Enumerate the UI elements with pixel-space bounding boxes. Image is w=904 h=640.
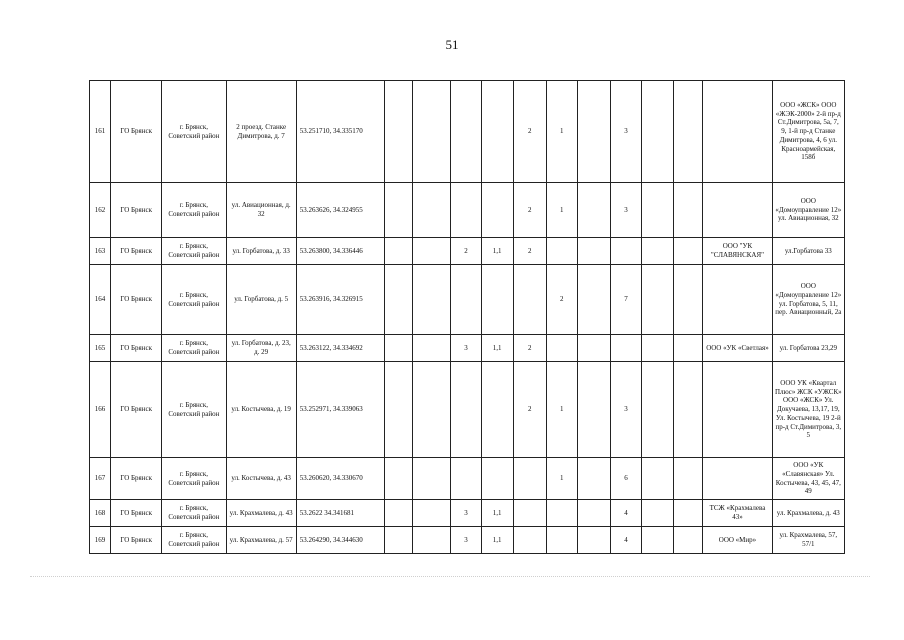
coordinates-cell: 53.260620, 34.330670 bbox=[296, 458, 384, 500]
value-cell-8: 3 bbox=[610, 362, 641, 458]
value-cell-1 bbox=[385, 265, 413, 335]
value-cell-7 bbox=[577, 527, 610, 554]
value-cell-6: 1 bbox=[546, 362, 577, 458]
value-cell-3: 3 bbox=[451, 527, 481, 554]
value-cell-6: 1 bbox=[546, 458, 577, 500]
management-cell: ул. Крахмалева, д. 43 bbox=[772, 500, 844, 527]
value-cell-5: 2 bbox=[513, 183, 546, 238]
district-cell: г. Брянск, Советский район bbox=[162, 362, 226, 458]
value-cell-4 bbox=[481, 265, 513, 335]
value-cell-2 bbox=[413, 183, 451, 238]
value-cell-9 bbox=[642, 335, 674, 362]
management-cell: ООО УК «Квартал Плюс» ЖСК «УЖСК» ООО «ЖСК» Ул. Докучаева, 13,17, 19, Ул. Костычева, 19 2-й пр-д Ст.Димитрова, 3, 5 bbox=[772, 362, 844, 458]
address-cell: ул. Костычева, д. 19 bbox=[226, 362, 296, 458]
value-cell-2 bbox=[413, 335, 451, 362]
value-cell-1 bbox=[385, 81, 413, 183]
row-number: 164 bbox=[90, 265, 111, 335]
management-cell: ООО «ЖСК» ООО «ЖЭК-2000» 2-й пр-д Ст.Димитрова, 5а, 7, 9, 1-й пр-д Станке Димитрова, 4, 6 ул. Красноармейская, 158б bbox=[772, 81, 844, 183]
value-cell-9 bbox=[642, 81, 674, 183]
value-cell-3 bbox=[451, 81, 481, 183]
value-cell-8: 7 bbox=[610, 265, 641, 335]
value-cell-10 bbox=[674, 238, 703, 265]
value-cell-7 bbox=[577, 500, 610, 527]
organization-cell bbox=[703, 362, 772, 458]
row-number: 162 bbox=[90, 183, 111, 238]
district-cell: г. Брянск, Советский район bbox=[162, 81, 226, 183]
value-cell-7 bbox=[577, 183, 610, 238]
value-cell-4: 1,1 bbox=[481, 335, 513, 362]
value-cell-9 bbox=[642, 458, 674, 500]
district-cell: г. Брянск, Советский район bbox=[162, 265, 226, 335]
value-cell-9 bbox=[642, 500, 674, 527]
value-cell-8 bbox=[610, 335, 641, 362]
value-cell-10 bbox=[674, 527, 703, 554]
value-cell-3: 3 bbox=[451, 500, 481, 527]
value-cell-1 bbox=[385, 527, 413, 554]
value-cell-10 bbox=[674, 183, 703, 238]
value-cell-2 bbox=[413, 81, 451, 183]
row-number: 167 bbox=[90, 458, 111, 500]
address-cell: ул. Горбатова, д. 5 bbox=[226, 265, 296, 335]
management-cell: ООО «Домоуправление 12» ул. Авиационная, 32 bbox=[772, 183, 844, 238]
table-row bbox=[90, 362, 845, 458]
management-cell: ул. Горбатова 23,29 bbox=[772, 335, 844, 362]
organization-cell: ООО "УК "СЛАВЯНСКАЯ" bbox=[703, 238, 772, 265]
address-cell: ул. Горбатова, д. 23, д. 29 bbox=[226, 335, 296, 362]
management-cell: ООО «УК «Славянская» Ул. Костычева, 43, 45, 47, 49 bbox=[772, 458, 844, 500]
municipality-cell: ГО Брянск bbox=[111, 238, 162, 265]
municipality-cell: ГО Брянск bbox=[111, 458, 162, 500]
district-cell: г. Брянск, Советский район bbox=[162, 527, 226, 554]
value-cell-4 bbox=[481, 458, 513, 500]
value-cell-5: 2 bbox=[513, 81, 546, 183]
value-cell-3 bbox=[451, 265, 481, 335]
table-row bbox=[90, 81, 845, 183]
value-cell-3: 3 bbox=[451, 335, 481, 362]
value-cell-4: 1,1 bbox=[481, 238, 513, 265]
coordinates-cell: 53.263626, 34.324955 bbox=[296, 183, 384, 238]
value-cell-7 bbox=[577, 458, 610, 500]
coordinates-cell: 53.251710, 34.335170 bbox=[296, 81, 384, 183]
value-cell-9 bbox=[642, 265, 674, 335]
municipality-cell: ГО Брянск bbox=[111, 265, 162, 335]
value-cell-10 bbox=[674, 500, 703, 527]
address-cell: ул. Костычева, д. 43 bbox=[226, 458, 296, 500]
value-cell-1 bbox=[385, 500, 413, 527]
value-cell-8: 3 bbox=[610, 81, 641, 183]
value-cell-1 bbox=[385, 183, 413, 238]
value-cell-3 bbox=[451, 183, 481, 238]
value-cell-4 bbox=[481, 183, 513, 238]
organization-cell: ТСЖ «Крахмалева 43» bbox=[703, 500, 772, 527]
value-cell-7 bbox=[577, 81, 610, 183]
table-row bbox=[90, 183, 845, 238]
management-cell: ул. Крахмалева, 57, 57/1 bbox=[772, 527, 844, 554]
value-cell-8: 4 bbox=[610, 500, 641, 527]
value-cell-5: 2 bbox=[513, 362, 546, 458]
district-cell: г. Брянск, Советский район bbox=[162, 500, 226, 527]
management-cell: ООО «Домоуправление 12» ул. Горбатова, 5, 11, пер. Авиационный, 2а bbox=[772, 265, 844, 335]
value-cell-10 bbox=[674, 335, 703, 362]
row-number: 165 bbox=[90, 335, 111, 362]
value-cell-10 bbox=[674, 265, 703, 335]
coordinates-cell: 53.263916, 34.326915 bbox=[296, 265, 384, 335]
organization-cell: ООО «Мир» bbox=[703, 527, 772, 554]
district-cell: г. Брянск, Советский район bbox=[162, 183, 226, 238]
value-cell-2 bbox=[413, 238, 451, 265]
value-cell-5 bbox=[513, 500, 546, 527]
value-cell-5: 2 bbox=[513, 238, 546, 265]
row-number: 169 bbox=[90, 527, 111, 554]
value-cell-2 bbox=[413, 500, 451, 527]
coordinates-cell: 53.2622 34.341681 bbox=[296, 500, 384, 527]
value-cell-6 bbox=[546, 335, 577, 362]
municipality-cell: ГО Брянск bbox=[111, 362, 162, 458]
value-cell-2 bbox=[413, 362, 451, 458]
value-cell-2 bbox=[413, 527, 451, 554]
value-cell-1 bbox=[385, 335, 413, 362]
municipality-cell: ГО Брянск bbox=[111, 335, 162, 362]
page-number: 51 bbox=[445, 37, 459, 52]
district-cell: г. Брянск, Советский район bbox=[162, 238, 226, 265]
value-cell-4 bbox=[481, 362, 513, 458]
value-cell-9 bbox=[642, 238, 674, 265]
table-row bbox=[90, 527, 845, 554]
value-cell-3: 2 bbox=[451, 238, 481, 265]
value-cell-1 bbox=[385, 458, 413, 500]
organization-cell: ООО «УК «Светлая» bbox=[703, 335, 772, 362]
row-number: 161 bbox=[90, 81, 111, 183]
value-cell-1 bbox=[385, 238, 413, 265]
value-cell-10 bbox=[674, 458, 703, 500]
table-row bbox=[90, 265, 845, 335]
organization-cell bbox=[703, 183, 772, 238]
value-cell-9 bbox=[642, 362, 674, 458]
value-cell-6 bbox=[546, 527, 577, 554]
organization-cell bbox=[703, 458, 772, 500]
value-cell-6: 1 bbox=[546, 183, 577, 238]
address-cell: 2 проезд. Станке Димитрова, д. 7 bbox=[226, 81, 296, 183]
value-cell-5 bbox=[513, 527, 546, 554]
value-cell-5 bbox=[513, 458, 546, 500]
value-cell-8: 6 bbox=[610, 458, 641, 500]
district-cell: г. Брянск, Советский район bbox=[162, 458, 226, 500]
value-cell-2 bbox=[413, 265, 451, 335]
value-cell-6: 1 bbox=[546, 81, 577, 183]
value-cell-6 bbox=[546, 500, 577, 527]
address-cell: ул. Крахмалева, д. 43 bbox=[226, 500, 296, 527]
address-cell: ул. Горбатова, д. 33 bbox=[226, 238, 296, 265]
value-cell-8: 3 bbox=[610, 183, 641, 238]
value-cell-1 bbox=[385, 362, 413, 458]
value-cell-4: 1,1 bbox=[481, 527, 513, 554]
municipality-cell: ГО Брянск bbox=[111, 527, 162, 554]
municipality-cell: ГО Брянск bbox=[111, 183, 162, 238]
value-cell-8 bbox=[610, 238, 641, 265]
value-cell-6 bbox=[546, 238, 577, 265]
value-cell-10 bbox=[674, 81, 703, 183]
row-number: 168 bbox=[90, 500, 111, 527]
municipality-cell: ГО Брянск bbox=[111, 81, 162, 183]
coordinates-cell: 53.263122, 34.334692 bbox=[296, 335, 384, 362]
table-row bbox=[90, 335, 845, 362]
value-cell-9 bbox=[642, 527, 674, 554]
address-cell: ул. Авиационная, д. 32 bbox=[226, 183, 296, 238]
value-cell-9 bbox=[642, 183, 674, 238]
district-cell: г. Брянск, Советский район bbox=[162, 335, 226, 362]
municipality-cell: ГО Брянск bbox=[111, 500, 162, 527]
value-cell-10 bbox=[674, 362, 703, 458]
table-row bbox=[90, 500, 845, 527]
organization-cell bbox=[703, 265, 772, 335]
value-cell-6: 2 bbox=[546, 265, 577, 335]
coordinates-cell: 53.252971, 34.339063 bbox=[296, 362, 384, 458]
address-cell: ул. Крахмалева, д. 57 bbox=[226, 527, 296, 554]
value-cell-4: 1,1 bbox=[481, 500, 513, 527]
table-row bbox=[90, 238, 845, 265]
value-cell-4 bbox=[481, 81, 513, 183]
table-row bbox=[90, 458, 845, 500]
organization-cell bbox=[703, 81, 772, 183]
scan-noise bbox=[30, 576, 870, 578]
row-number: 166 bbox=[90, 362, 111, 458]
value-cell-7 bbox=[577, 265, 610, 335]
value-cell-7 bbox=[577, 362, 610, 458]
value-cell-2 bbox=[413, 458, 451, 500]
management-cell: ул.Горбатова 33 bbox=[772, 238, 844, 265]
row-number: 163 bbox=[90, 238, 111, 265]
coordinates-cell: 53.264290, 34.344630 bbox=[296, 527, 384, 554]
value-cell-3 bbox=[451, 362, 481, 458]
value-cell-8: 4 bbox=[610, 527, 641, 554]
registry-table bbox=[89, 80, 845, 554]
value-cell-7 bbox=[577, 335, 610, 362]
value-cell-3 bbox=[451, 458, 481, 500]
registry-body bbox=[90, 81, 845, 554]
value-cell-5: 2 bbox=[513, 335, 546, 362]
coordinates-cell: 53.263800, 34.336446 bbox=[296, 238, 384, 265]
value-cell-5 bbox=[513, 265, 546, 335]
value-cell-7 bbox=[577, 238, 610, 265]
